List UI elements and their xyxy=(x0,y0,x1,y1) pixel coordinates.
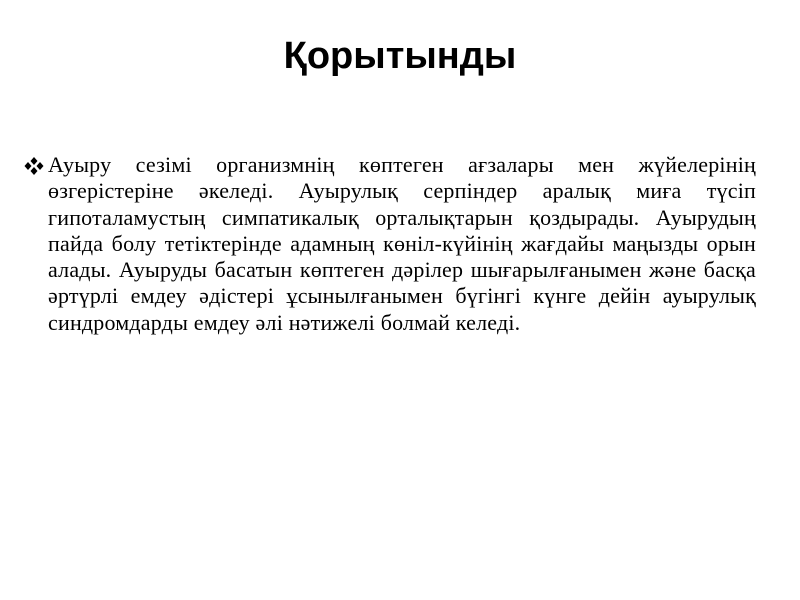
bullet-item xyxy=(22,152,756,336)
slide-title: Қорытынды xyxy=(283,35,517,77)
bullet-text: Ауыру сезімі организмнің көптеген ағзалары мен жүйелерінің өзгерістеріне әкеледі. Ауырулық серпіндер аралық миға түсіп гипоталамустың симпатикалық орталықтарын қоздырады. Ауырудың пайда болу тетіктерінде адамның көніл-күйінің жағдайы маңызды орын алады. Ауыруды басатын көптеген дәрілер шығарылғанымен және басқа әртүрлі емдеу әдістері ұсынылғанымен бүгінгі күнге дейін ауырулық синдромдарды емдеу әлі нәтижелі болмай келеді. xyxy=(48,152,756,335)
diamond-cluster-bullet-icon xyxy=(22,156,46,176)
